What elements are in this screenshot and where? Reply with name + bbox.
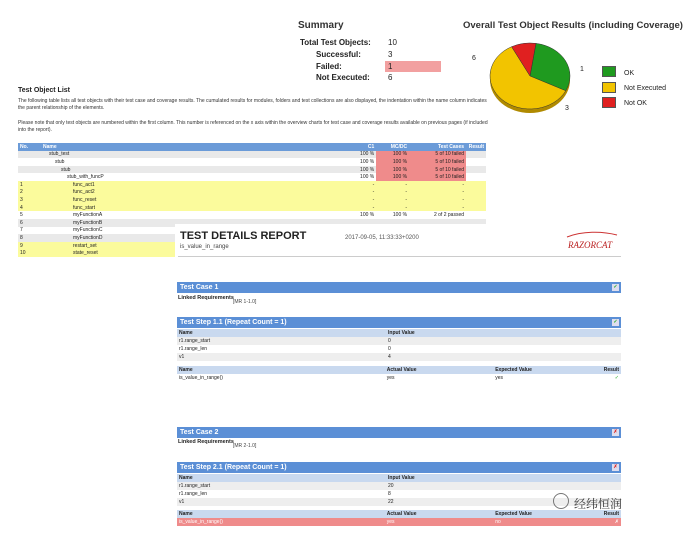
- result-pass-icon: ✓: [614, 375, 619, 381]
- row-mcdc: -: [376, 189, 409, 197]
- row-c1: -: [344, 196, 377, 204]
- input-name: r1.range_start: [177, 482, 386, 490]
- row-result: [466, 204, 486, 212]
- fail-icon: ✗: [613, 464, 618, 470]
- col-header-result: Result: [466, 143, 486, 151]
- summary-value-total: 10: [388, 38, 397, 47]
- tc2-linked-value: [MR 2-1.0]: [233, 443, 257, 449]
- summary-title: Summary: [298, 20, 344, 31]
- row-test-cases: -: [409, 189, 466, 197]
- test-step-2-1-header[interactable]: [177, 462, 621, 473]
- legend-label-not-ok: Not OK: [624, 100, 647, 107]
- output-actual: yes: [385, 518, 493, 526]
- row-name: restart_set: [41, 242, 344, 250]
- legend-label-ok: OK: [624, 70, 635, 77]
- row-number: 8: [18, 234, 41, 242]
- row-result: [466, 211, 486, 219]
- row-name: func_act2: [41, 189, 344, 197]
- row-name: func_reset: [41, 196, 344, 204]
- row-c1: -: [344, 189, 377, 197]
- row-name: myFunctionD: [41, 234, 344, 242]
- row-c1: 100 %: [360, 212, 375, 219]
- input-name: r1.range_len: [179, 346, 208, 352]
- output-actual: yes: [386, 375, 395, 381]
- table-row: [18, 166, 486, 174]
- wechat-icon: [553, 493, 569, 509]
- row-name: stub: [55, 158, 65, 165]
- col-header-c1: C1: [344, 143, 377, 151]
- row-test-cases: -: [409, 181, 466, 189]
- summary-label-not-executed: Not Executed:: [316, 73, 370, 82]
- test-case-2-header[interactable]: [177, 427, 621, 438]
- legend-label-not-executed: Not Executed: [624, 85, 667, 92]
- input-value: 0: [388, 346, 391, 352]
- row-name: myFunctionA: [73, 212, 103, 219]
- legend-swatch-not-ok: [602, 97, 616, 108]
- row-test-cases: -: [409, 204, 466, 212]
- input-value: 4: [386, 353, 621, 361]
- test-case-1-title: Test Case 1: [180, 284, 219, 291]
- row-result: [466, 196, 486, 204]
- row-name: stub_test: [41, 151, 344, 159]
- input-col-name: Name: [177, 329, 386, 337]
- output-col-name: Name: [177, 510, 385, 518]
- input-name: v1: [177, 353, 386, 361]
- pie-label-not-ok: 1: [580, 66, 584, 73]
- row-number: 5: [20, 212, 23, 219]
- row-number: 3: [18, 196, 41, 204]
- col-header-test-cases: Test Cases: [409, 143, 466, 151]
- test-case-1-header[interactable]: [177, 282, 621, 293]
- col-header-name: Name: [41, 143, 344, 151]
- result-fail-icon: ✗: [602, 518, 621, 526]
- row-result: [466, 181, 486, 189]
- check-icon: ✓: [613, 319, 618, 325]
- report-divider: [178, 256, 621, 257]
- row-result: [466, 189, 486, 197]
- tc1-linked-value: [MR 1-1.0]: [233, 299, 257, 305]
- row-result: [466, 166, 486, 174]
- table-row: [18, 151, 486, 159]
- row-c1: 100 %: [344, 151, 377, 159]
- input-col-value: Input Value: [386, 474, 621, 482]
- input-value: 20: [386, 482, 621, 490]
- summary-label-failed: Failed:: [316, 62, 342, 71]
- tc1-outputs-table: [177, 366, 621, 382]
- list-description: The following table lists all test objects with their test case and coverage results. The cumulated results for modules, folders and test collections are also displayed, the indentation within the name column indicates the parent relationship of the elements.: [18, 98, 487, 111]
- row-result: [466, 151, 486, 159]
- row-number: [18, 151, 41, 159]
- table-row: [18, 196, 486, 204]
- row-test-cases: 5 of 10 failed: [409, 166, 466, 174]
- row-c1: 100 %: [360, 174, 375, 181]
- test-step-2-1-title: Test Step 2.1 (Repeat Count = 1): [180, 464, 287, 471]
- check-icon: ✓: [613, 284, 618, 290]
- row-mcdc: 100 %: [376, 173, 409, 181]
- report-date: 2017-09-05, 11:33:33+0200: [345, 235, 419, 241]
- row-number: 2: [18, 189, 41, 197]
- pie-label-not-executed: 6: [472, 55, 476, 62]
- col-header-no: No.: [18, 143, 41, 151]
- pie-label-ok: 3: [565, 105, 569, 112]
- row-number: 9: [18, 242, 41, 250]
- output-col-expected: Expected Value: [493, 510, 602, 518]
- row-test-cases: 5 of 10 failed: [409, 158, 466, 166]
- output-col-expected: Expected Value: [493, 366, 602, 374]
- input-value: 22: [386, 498, 621, 506]
- row-name: func_act1: [41, 181, 344, 189]
- table-row: [18, 181, 486, 189]
- row-result: [466, 173, 486, 181]
- tc1-inputs-table: [177, 329, 621, 361]
- row-number: 6: [18, 219, 41, 227]
- test-step-1-1-title: Test Step 1.1 (Repeat Count = 1): [180, 319, 287, 326]
- table-row: [18, 189, 486, 197]
- row-number: 7: [20, 227, 23, 234]
- pie-chart: [480, 40, 600, 120]
- row-c1: 100 %: [344, 166, 377, 174]
- failed-highlight: [385, 61, 441, 72]
- input-value: 0: [386, 337, 621, 345]
- output-col-actual: Actual Value: [385, 510, 493, 518]
- row-number: [18, 173, 41, 181]
- row-name: stub: [41, 166, 344, 174]
- row-name: state_reset: [41, 249, 344, 257]
- pie-chart-title: Overall Test Object Results (including Coverage): [463, 20, 683, 31]
- row-test-cases: 2 of 2 passed: [433, 212, 465, 219]
- row-mcdc: -: [376, 204, 409, 212]
- output-col-result: Result: [603, 511, 619, 517]
- row-c1: -: [344, 181, 377, 189]
- summary-label-successful: Successful:: [316, 50, 361, 59]
- row-name: stub_with_funcP: [67, 174, 104, 181]
- row-number: 4: [18, 204, 41, 212]
- row-c1: -: [344, 204, 377, 212]
- output-col-actual: Actual Value: [385, 366, 493, 374]
- output-name: is_value_in_range(): [179, 375, 223, 381]
- report-subtitle: is_value_in_range: [180, 244, 229, 250]
- row-mcdc: -: [376, 196, 409, 204]
- table-row: [18, 158, 486, 166]
- output-name: is_value_in_range(): [177, 518, 385, 526]
- input-name: v1: [177, 498, 386, 506]
- table-header-row: [18, 143, 486, 151]
- test-case-2-title: Test Case 2: [180, 429, 219, 436]
- row-number: [18, 166, 41, 174]
- row-c1: 100 %: [360, 158, 375, 165]
- summary-value-not-executed: 6: [388, 73, 393, 82]
- legend-swatch-ok: [602, 66, 616, 77]
- tc2-linked-label: Linked Requirements: [178, 439, 234, 445]
- tc2-outputs-table: [177, 510, 621, 526]
- input-name: r1.range_len: [179, 491, 208, 497]
- table-row: [18, 211, 486, 219]
- row-name: func_start: [41, 204, 344, 212]
- row-test-cases: 5 of 10 failed: [409, 151, 466, 159]
- output-col-name: Name: [177, 366, 385, 374]
- row-result: [466, 158, 486, 166]
- legend-swatch-not-executed: [602, 82, 616, 93]
- row-mcdc: -: [376, 181, 409, 189]
- test-object-list-title: Test Object List: [18, 87, 70, 94]
- test-step-1-1-header[interactable]: [177, 317, 621, 328]
- output-col-result: Result: [603, 367, 619, 373]
- row-number: 10: [18, 249, 41, 257]
- input-col-value: Input Value: [386, 329, 621, 337]
- row-mcdc: 100 %: [376, 166, 409, 174]
- list-note: Please note that only test objects are numbered within the first column. This number is referenced on the x axis within the overview charts for test case and coverage results available on previous pages (if included into the report).: [18, 120, 488, 133]
- table-row: [18, 173, 486, 181]
- input-name: r1.range_start: [177, 337, 386, 345]
- row-number: [18, 158, 41, 166]
- row-name: myFunctionB: [41, 219, 344, 227]
- row-mcdc: 100 %: [376, 158, 409, 166]
- summary-value-successful: 3: [388, 50, 393, 59]
- fail-icon: ✗: [613, 429, 618, 435]
- summary-label-total: Total Test Objects:: [300, 38, 371, 47]
- svg-text:RAZORCAT: RAZORCAT: [568, 240, 613, 250]
- watermark: 经纬恒润: [574, 497, 623, 511]
- row-name: myFunctionC: [73, 227, 103, 234]
- output-expected: no: [493, 518, 602, 526]
- summary-value-failed: 1: [388, 62, 393, 71]
- row-mcdc: 100 %: [392, 212, 408, 219]
- row-number: 1: [18, 181, 41, 189]
- tc1-linked-label: Linked Requirements: [178, 295, 234, 301]
- razorcat-logo: [562, 229, 622, 254]
- row-mcdc: 100 %: [376, 151, 409, 159]
- input-col-name: Name: [177, 474, 386, 482]
- input-value: 8: [388, 491, 391, 497]
- table-row: [18, 204, 486, 212]
- row-test-cases: 5 of 10 failed: [409, 173, 466, 181]
- col-header-mcdc: MC/DC: [376, 143, 409, 151]
- output-expected: yes: [495, 375, 503, 381]
- row-test-cases: -: [409, 196, 466, 204]
- report-title: TEST DETAILS REPORT: [180, 230, 307, 242]
